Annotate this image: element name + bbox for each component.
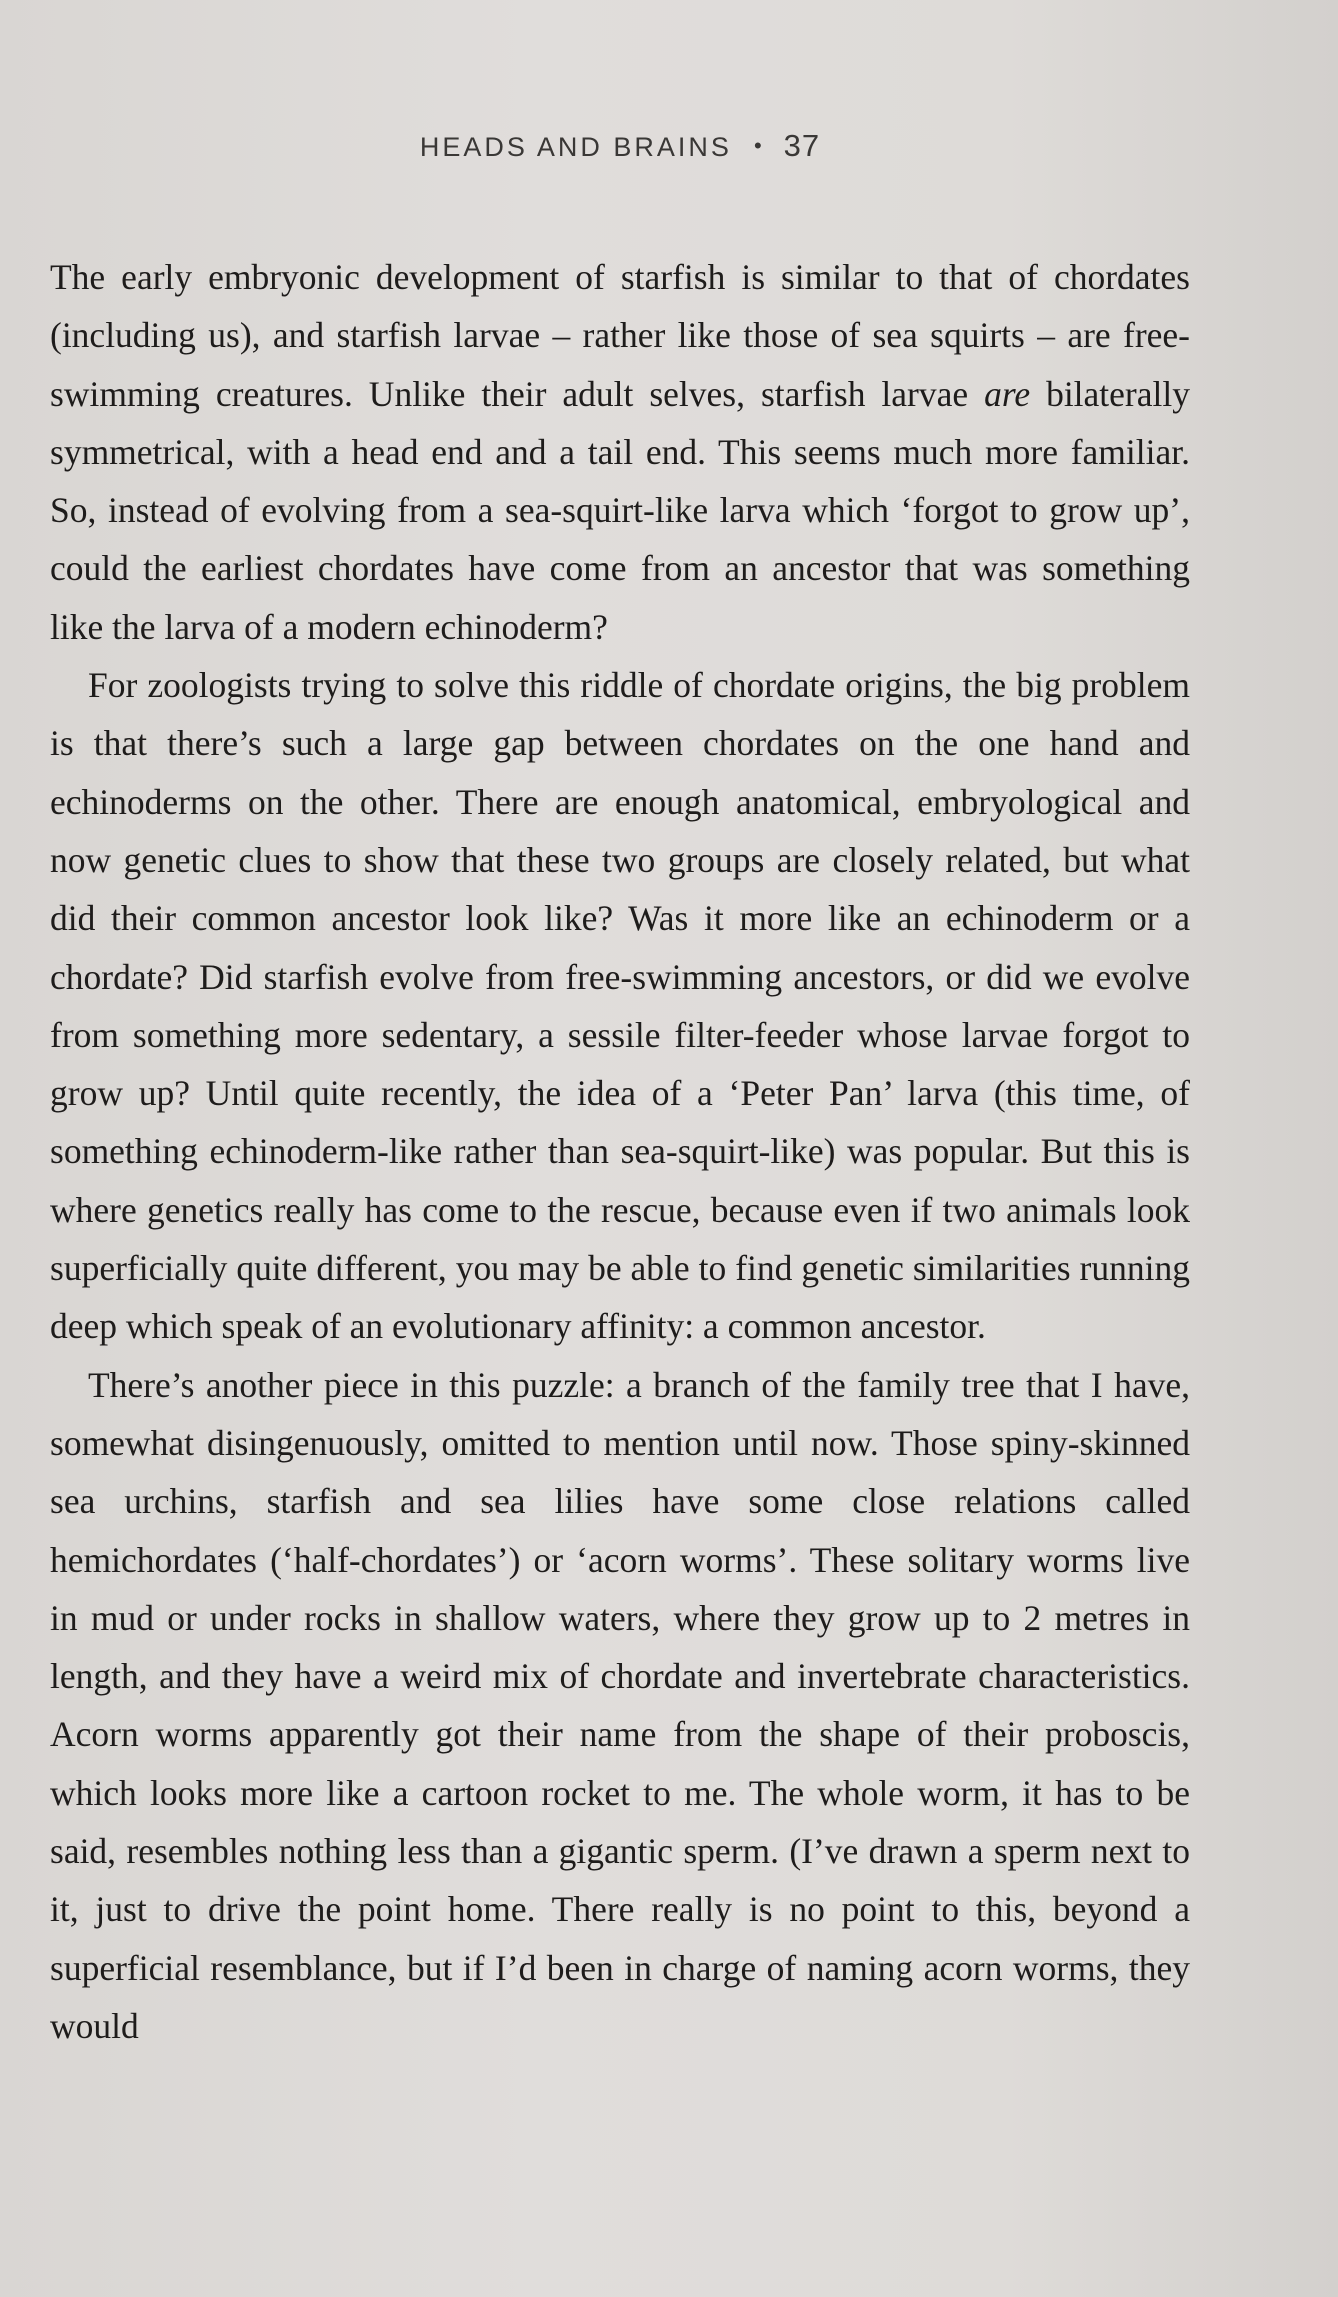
running-head: [0, 128, 1240, 164]
running-head-title: HEADS AND BRAINS: [419, 132, 732, 162]
paragraph-3: There’s another piece in this puzzle: a branch of the family tree that I have, somewhat disingenuously, omitted to mention until now. Those spiny-skinned sea urchins, starfish and sea lilies have some close relations called hemichordates (‘half-chordates’) or ‘acorn worms’. These solitary worms live in mud or under rocks in shallow waters, where they grow up to 2 metres in length, and they have a weird mix of chordate and invertebrate characteristics. Acorn worms apparently got their name from the shape of their proboscis, which looks more like a cartoon rocket to me. The whole worm, it has to be said, resembles nothing less than a gigantic sperm. (I’ve drawn a sperm next to it, just to drive the point home. There really is no point to this, beyond a superficial resemblance, but if I’d been in charge of naming acorn worms, they would: [50, 1364, 1190, 2046]
paragraph-1-emphasis: are: [984, 373, 1031, 414]
paragraph-1: [50, 248, 1190, 656]
paragraph-1-text-b: bilaterally symmetrical, with a head end and a tail end. This seems much more familiar. So, instead of evolving from a sea-squirt-like larva which ‘forgot to grow up’, could the earliest chordates have come from an ancestor that was something like the larva of a modern echinoderm?: [50, 373, 1190, 647]
body-text: [50, 248, 1190, 2055]
page-number: 37: [783, 128, 821, 163]
running-head-separator: •: [753, 133, 762, 158]
paragraph-2: For zoologists trying to solve this riddle of chordate origins, the big problem is that there’s such a large gap between chordates on the one hand and echinoderms on the other. There are enough anatomical, embryological and now genetic clues to show that these two groups are closely related, but what did their common ancestor look like? Was it more like an echinoderm or a chordate? Did starfish evolve from free-swimming ancestors, or did we evolve from something more sedentary, a sessile filter-feeder whose larvae forgot to grow up? Until quite recently, the idea of a ‘Peter Pan’ larva (this time, of something echinoderm-like rather than sea-squirt-like) was popular. But this is where genetics really has come to the rescue, because even if two animals look superficially quite different, you may be able to find genetic similarities running deep which speak of an evolutionary affinity: a common ancestor.: [50, 665, 1190, 1347]
paragraph-1-text-a: The early embryonic development of starfish is similar to that of chordates (including us), and starfish larvae – rather like those of sea squirts – are free-swimming creatures. Unlike their adult selves, starfish larvae: [50, 257, 1190, 414]
